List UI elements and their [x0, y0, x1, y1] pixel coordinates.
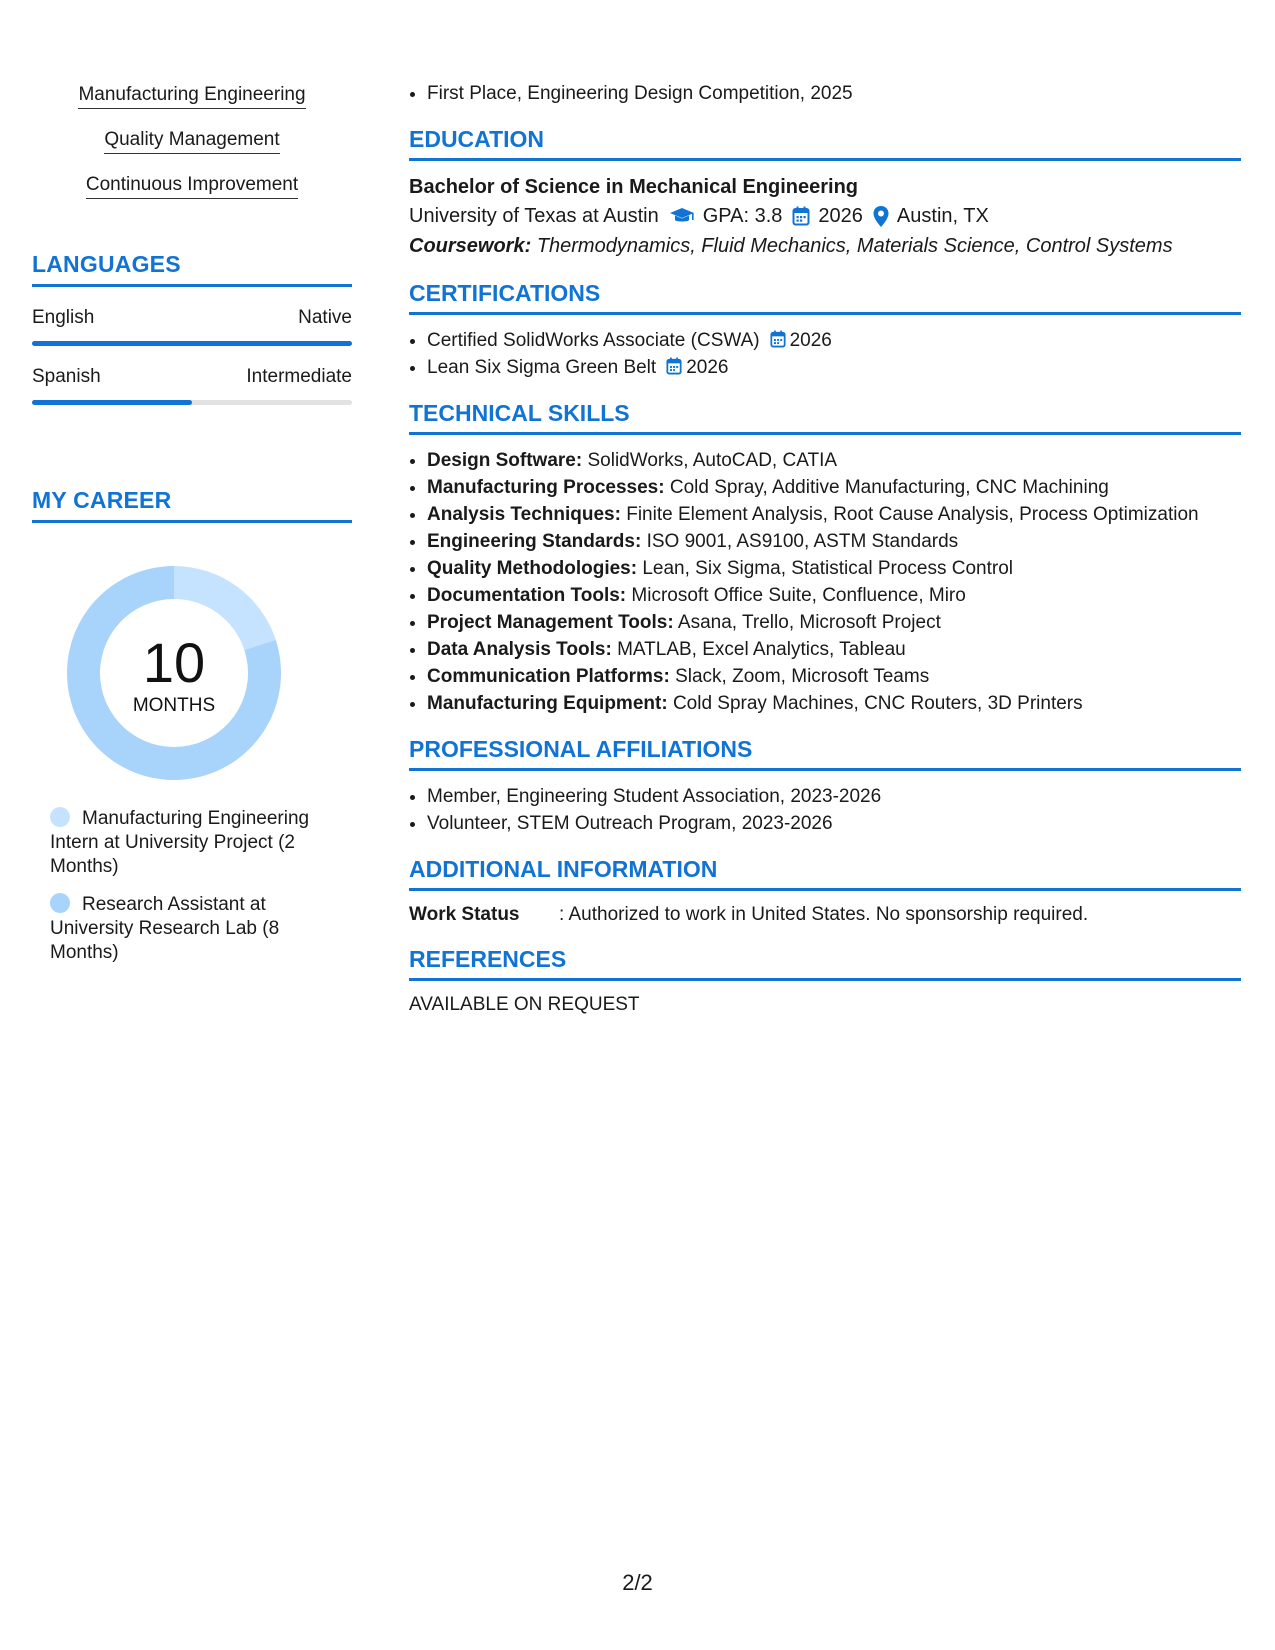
certifications-list: [409, 327, 1241, 381]
coursework: [409, 231, 1241, 261]
skill-category: Design Software:: [427, 450, 583, 471]
technical-skills-section: [409, 399, 1241, 717]
education-heading: EDUCATION: [409, 125, 1241, 161]
page-number: 2/2: [622, 1570, 653, 1595]
skill-category: Manufacturing Equipment:: [427, 693, 668, 714]
skill-value: Slack, Zoom, Microsoft Teams: [675, 666, 930, 687]
affiliation-item: • Volunteer, STEM Outreach Program, 2023-2026: [427, 810, 1241, 837]
work-status-value: : Authorized to work in United States. No sponsorship required.: [559, 904, 1089, 925]
skill-category: Analysis Techniques:: [427, 504, 621, 525]
skill-value: Lean, Six Sigma, Statistical Process Control: [642, 558, 1014, 579]
location-pin-icon: [873, 206, 889, 227]
additional-info-heading: ADDITIONAL INFORMATION: [409, 855, 1241, 891]
languages-heading: LANGUAGES: [32, 251, 352, 287]
skill-item: [427, 582, 1241, 609]
language-item: [32, 366, 352, 405]
skill-category: Manufacturing Processes:: [427, 477, 665, 498]
additional-info-section: [409, 855, 1241, 927]
skill-value: ISO 9001, AS9100, ASTM Standards: [646, 531, 959, 552]
certification-item: [427, 327, 1241, 354]
language-proficiency-bar: [32, 400, 352, 405]
skill-tag: Manufacturing Engineering: [78, 84, 305, 109]
technical-skills-list: [409, 447, 1241, 717]
work-status-label: Work Status: [409, 904, 520, 925]
school-location: Austin, TX: [896, 205, 989, 227]
career-heading: MY CAREER: [32, 487, 352, 523]
awards-list: [409, 80, 1241, 107]
language-proficiency-fill: [32, 341, 352, 346]
affiliations-heading: PROFESSIONAL AFFILIATIONS: [409, 735, 1241, 771]
calendar-icon: [666, 357, 682, 375]
references-heading: REFERENCES: [409, 945, 1241, 981]
skill-item: [427, 474, 1241, 501]
skill-item: [427, 663, 1241, 690]
skill-category: Communication Platforms:: [427, 666, 670, 687]
sidebar: [32, 84, 352, 979]
skill-category: Documentation Tools:: [427, 585, 627, 606]
certifications-heading: CERTIFICATIONS: [409, 279, 1241, 315]
language-level: Native: [298, 307, 352, 328]
degree-title: Bachelor of Science in Mechanical Engineering: [409, 176, 859, 198]
skill-tags: [32, 84, 352, 219]
coursework-list: Thermodynamics, Fluid Mechanics, Materials Science, Control Systems: [536, 235, 1173, 257]
affiliations-section: [409, 735, 1241, 837]
skill-value: Finite Element Analysis, Root Cause Analysis, Process Optimization: [626, 504, 1199, 525]
work-status-row: [409, 903, 1241, 927]
school-name: University of Texas at Austin: [409, 205, 659, 227]
legend-dot: [50, 807, 70, 827]
skill-item: [427, 555, 1241, 582]
skill-item: [427, 690, 1241, 717]
references-section: [409, 945, 1241, 1017]
career-legend: [50, 807, 320, 965]
skill-value: Microsoft Office Suite, Confluence, Miro: [631, 585, 966, 606]
skill-category: Quality Methodologies:: [427, 558, 638, 579]
language-level: Intermediate: [246, 366, 352, 387]
language-proficiency-bar: [32, 341, 352, 346]
career-total: 10: [142, 631, 206, 694]
coursework-label: Coursework:: [409, 235, 532, 257]
education-details: [409, 201, 1241, 231]
main-content: [409, 80, 1241, 1017]
career-donut-chart: [66, 565, 282, 781]
skill-item: [427, 447, 1241, 474]
graduation-year: 2026: [818, 205, 863, 227]
skill-value: SolidWorks, AutoCAD, CATIA: [587, 450, 838, 471]
affiliations-list: [409, 783, 1241, 837]
skill-value: MATLAB, Excel Analytics, Tableau: [617, 639, 906, 660]
language-name: English: [32, 307, 95, 328]
certification-year: 2026: [686, 357, 729, 378]
language-item: [32, 307, 352, 346]
legend-item: [50, 807, 320, 879]
legend-label: Manufacturing Engineering Intern at University Project (2 Months): [50, 808, 310, 877]
legend-dot: [50, 893, 70, 913]
skill-tag: Quality Management: [104, 129, 279, 154]
calendar-icon: [770, 330, 786, 348]
skill-item: [427, 501, 1241, 528]
certification-item: [427, 354, 1241, 381]
skill-category: Project Management Tools:: [427, 612, 674, 633]
skill-item: [427, 609, 1241, 636]
skill-item: [427, 528, 1241, 555]
references-text: AVAILABLE ON REQUEST: [409, 994, 640, 1015]
legend-item: [50, 893, 320, 965]
skill-category: Engineering Standards:: [427, 531, 642, 552]
skill-value: Asana, Trello, Microsoft Project: [677, 612, 941, 633]
technical-skills-heading: TECHNICAL SKILLS: [409, 399, 1241, 435]
affiliation-item: • Member, Engineering Student Association, 2023-2026: [427, 783, 1241, 810]
award-item: • First Place, Engineering Design Competition, 2025: [427, 80, 1241, 107]
certification-name: Lean Six Sigma Green Belt: [427, 357, 657, 378]
gpa: GPA: 3.8: [702, 205, 783, 227]
certification-name: Certified SolidWorks Associate (CSWA): [427, 330, 760, 351]
certification-year: 2026: [789, 330, 832, 351]
career-unit: MONTHS: [132, 695, 216, 716]
language-name: Spanish: [32, 366, 101, 387]
skill-tag: Continuous Improvement: [86, 174, 298, 199]
calendar-icon: [792, 206, 810, 226]
legend-label: Research Assistant at University Research Lab (8 Months): [50, 894, 280, 963]
skill-item: [427, 636, 1241, 663]
skill-value: Cold Spray Machines, CNC Routers, 3D Printers: [672, 693, 1083, 714]
skill-category: Data Analysis Tools:: [427, 639, 612, 660]
skill-value: Cold Spray, Additive Manufacturing, CNC Machining: [669, 477, 1109, 498]
graduation-cap-icon: [669, 207, 695, 225]
certifications-section: [409, 279, 1241, 381]
education-section: [409, 125, 1241, 261]
language-proficiency-fill: [32, 400, 192, 405]
